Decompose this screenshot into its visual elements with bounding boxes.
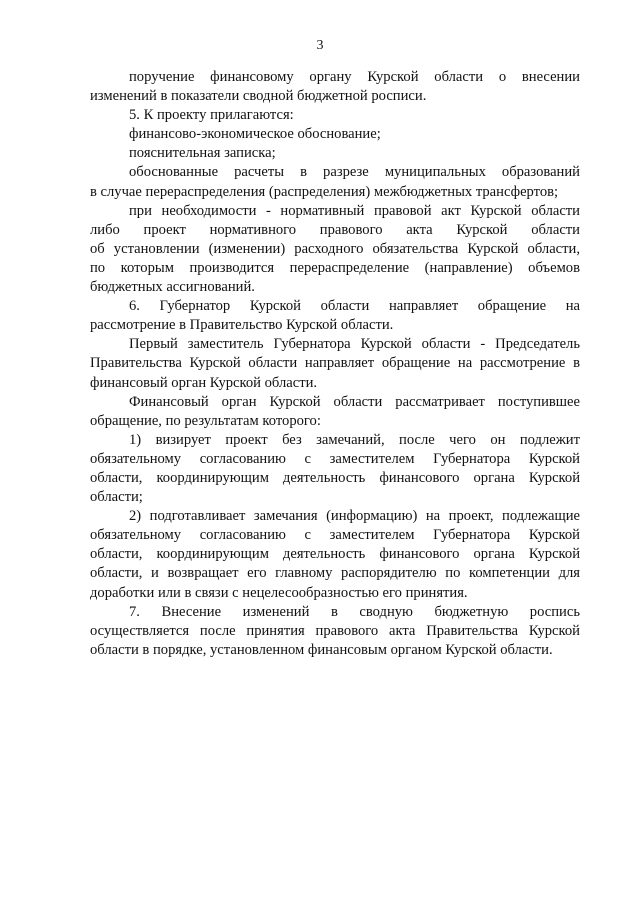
text-line: рассмотрение в Правительство Курской области. — [90, 317, 394, 334]
text-line: области, координирующим деятельность финансового органа Курской — [90, 546, 580, 563]
text-line: доработки или в связи с нецелесообразностью его принятия. — [90, 584, 468, 601]
text-line: изменений в показатели сводной бюджетной росписи. — [90, 88, 427, 105]
text-line: обязательному согласованию с заместителем Губернатора Курской — [90, 527, 580, 544]
text-line: области, координирующим деятельность финансового органа Курской — [90, 469, 580, 486]
text-line: 6. Губернатор Курской области направляет обращение на — [129, 298, 580, 315]
text-line: области, и возвращает его главному распорядителю по компетенции для — [90, 565, 580, 582]
text-line: осуществляется после принятия правового акта Правительства Курской — [90, 622, 580, 639]
text-line: при необходимости - нормативный правовой акт Курской области — [129, 202, 580, 219]
text-line: финансовый орган Курской области. — [90, 374, 318, 391]
text-line: об установлении (изменении) расходного обязательства Курской области, — [90, 240, 580, 257]
text-line: 7. Внесение изменений в сводную бюджетную роспись — [129, 603, 580, 620]
text-line: 5. К проекту прилагаются: — [129, 107, 294, 124]
text-line: пояснительная записка; — [129, 145, 276, 162]
page-number: 3 — [316, 38, 324, 53]
text-line: 2) подготавливает замечания (информацию) на проект, подлежащие — [129, 508, 580, 525]
text-line: обращение, по результатам которого: — [90, 412, 321, 429]
text-line: либо проект нормативного правового акта Курской области — [90, 221, 580, 238]
text-line: Правительства Курской области направляет обращение на рассмотрение в — [90, 355, 580, 372]
text-line: по которым производится перераспределение (направление) объемов — [90, 259, 580, 276]
text-line: в случае перераспределения (распределения) межбюджетных трансфертов; — [90, 183, 559, 200]
text-line: 1) визирует проект без замечаний, после чего он подлежит — [129, 431, 580, 448]
text-line: Первый заместитель Губернатора Курской области - Председатель — [129, 336, 580, 353]
text-line: обязательному согласованию с заместителем Губернатора Курской — [90, 450, 580, 467]
text-line: Финансовый орган Курской области рассматривает поступившее — [129, 393, 580, 410]
text-line: поручение финансовому органу Курской области о внесении — [129, 69, 580, 85]
text-line: области в порядке, установленном финансовым органом Курской области. — [90, 641, 553, 658]
text-line: области; — [90, 489, 143, 506]
text-line: бюджетных ассигнований. — [90, 279, 255, 296]
document-body — [90, 68, 580, 660]
text-line: обоснованные расчеты в разрезе муниципальных образований — [129, 164, 580, 181]
text-line: финансово-экономическое обоснование; — [129, 126, 381, 143]
